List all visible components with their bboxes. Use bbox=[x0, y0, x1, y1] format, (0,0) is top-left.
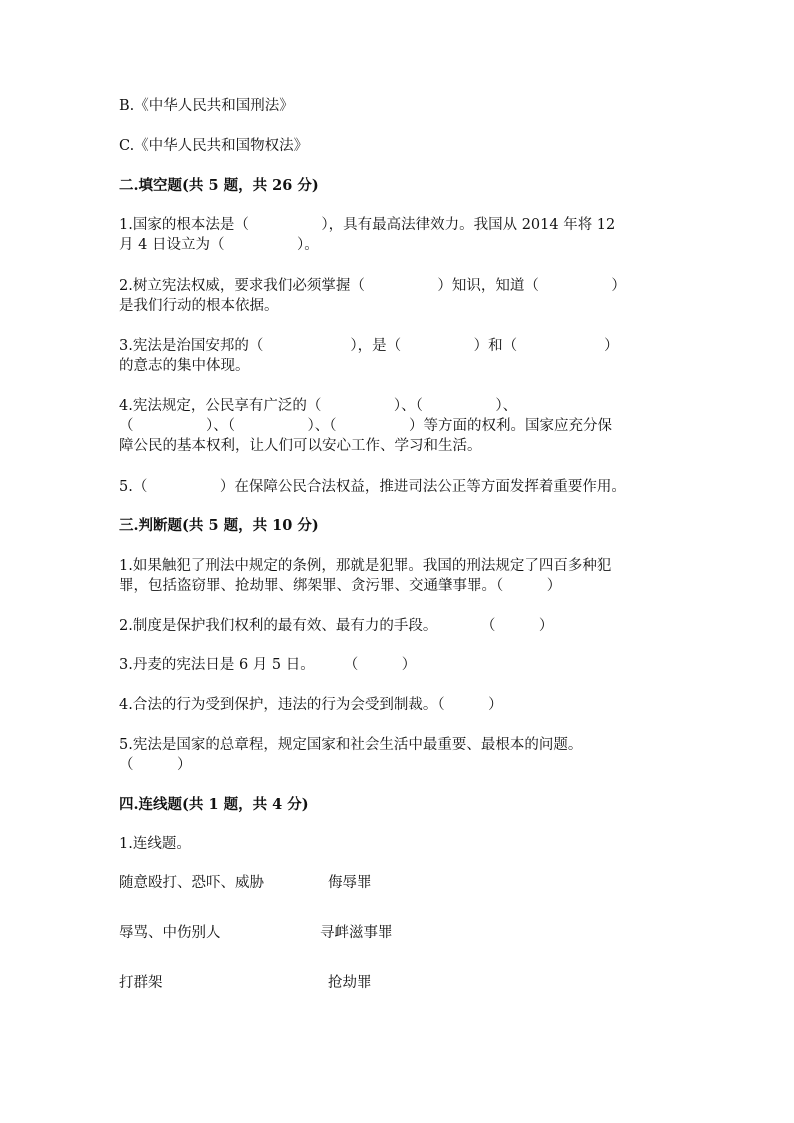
match-left-2: 辱骂、中伤别人 bbox=[119, 925, 221, 941]
tf-q3-line1: 3.丹麦的宪法日是 6 月 5 日。 （ ） bbox=[119, 657, 417, 673]
match-right-2: 寻衅滋事罪 bbox=[320, 925, 393, 941]
tf-q4-line1: 4.合法的行为受到保护，违法的行为会受到制裁。（ ） bbox=[119, 697, 503, 713]
fill-q1-line2: 月 4 日设立为（ ）。 bbox=[119, 237, 319, 253]
match-left-3: 打群架 bbox=[119, 975, 163, 991]
section-heading-true-false: 三.判断题(共 5 题，共 10 分) bbox=[119, 517, 319, 534]
match-left-1: 随意殴打、恐吓、威胁 bbox=[119, 875, 264, 891]
section-heading-fill-blank: 二.填空题(共 5 题，共 26 分) bbox=[119, 177, 319, 194]
section-heading-matching: 四.连线题(共 1 题，共 4 分) bbox=[119, 796, 309, 813]
option-b: B.《中华人民共和国刑法》 bbox=[119, 98, 294, 114]
tf-q1-line1: 1.如果触犯了刑法中规定的条例，那就是犯罪。我国的刑法规定了四百多种犯 bbox=[119, 558, 612, 574]
option-c: C.《中华人民共和国物权法》 bbox=[119, 138, 309, 154]
matching-q1: 1.连线题。 bbox=[119, 836, 191, 852]
fill-q4-line1: 4.宪法规定，公民享有广泛的（ ）、（ ）、 bbox=[119, 398, 518, 414]
fill-q4-line3: 障公民的基本权利，让人们可以安心工作、学习和生活。 bbox=[119, 438, 482, 454]
match-right-3: 抢劫罪 bbox=[328, 975, 372, 991]
match-right-1: 侮辱罪 bbox=[328, 875, 372, 891]
fill-q5-line1: 5.（ ）在保障公民合法权益，推进司法公正等方面发挥着重要作用。 bbox=[119, 479, 626, 495]
fill-q4-line2: （ ）、（ ）、（ ）等方面的权利。国家应充分保 bbox=[119, 418, 612, 434]
tf-q2-line1: 2.制度是保护我们权利的最有效、最有力的手段。 （ ） bbox=[119, 618, 554, 634]
fill-q2-line1: 2.树立宪法权威，要求我们必须掌握（ ）知识，知道（ ） bbox=[119, 278, 626, 294]
fill-q1-line1: 1.国家的根本法是（ ），具有最高法律效力。我国从 2014 年将 12 bbox=[119, 217, 616, 233]
fill-q3-line2: 的意志的集中体现。 bbox=[119, 358, 250, 374]
tf-q5-line1: 5.宪法是国家的总章程，规定国家和社会生活中最重要、最根本的问题。 bbox=[119, 737, 583, 753]
tf-q5-line2: （ ） bbox=[119, 757, 192, 773]
tf-q1-line2: 罪，包括盗窃罪、抢劫罪、绑架罪、贪污罪、交通肇事罪。（ ） bbox=[119, 578, 562, 594]
fill-q3-line1: 3.宪法是治国安邦的（ ），是（ ）和（ ） bbox=[119, 338, 619, 354]
fill-q2-line2: 是我们行动的根本依据。 bbox=[119, 298, 279, 314]
